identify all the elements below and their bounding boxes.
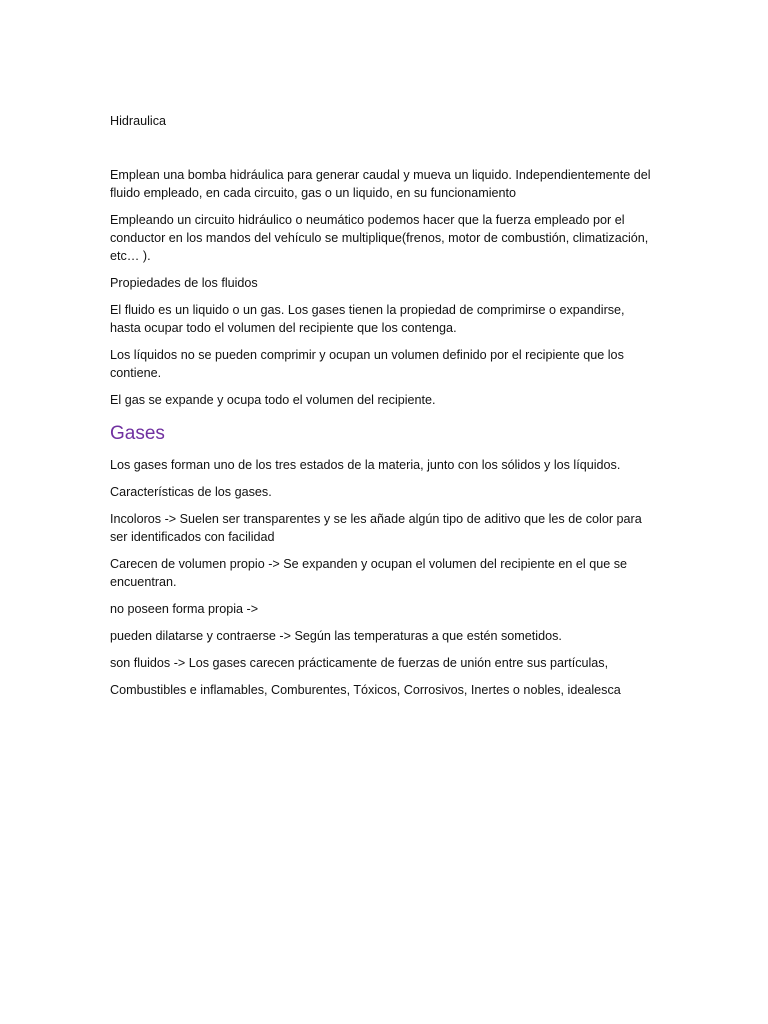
- document-title: Hidraulica: [110, 114, 166, 128]
- paragraph-estados-materia: Los gases forman uno de los tres estados de la materia, junto con los sólidos y los líquidos.: [110, 458, 621, 472]
- paragraph-forma-propia: no poseen forma propia ->: [110, 602, 259, 616]
- paragraph-caracteristicas: Características de los gases.: [110, 485, 272, 499]
- paragraph-dilatarse: pueden dilatarse y contraerse -> Según las temperaturas a que estén sometidos.: [110, 629, 562, 643]
- paragraph-tipos-gases: Combustibles e inflamables, Comburentes, Tóxicos, Corrosivos, Inertes o nobles, idealesca: [110, 683, 621, 697]
- paragraph-gas-expande: El gas se expande y ocupa todo el volumen del recipiente.: [110, 393, 436, 407]
- paragraph-son-fluidos: son fluidos -> Los gases carecen prácticamente de fuerzas de unión entre sus partículas,: [110, 656, 609, 670]
- paragraph-fluido-definicion: El fluido es un liquido o un gas. Los gases tienen la propiedad de comprimirse o expandirse, hasta ocupar todo el volumen del recipiente que los contenga.: [110, 303, 625, 335]
- paragraph-liquidos: Los líquidos no se pueden comprimir y ocupan un volumen definido por el recipiente que los contiene.: [110, 348, 624, 380]
- paragraph-circuito-hidraulico: Empleando un circuito hidráulico o neumático podemos hacer que la fuerza empleado por el conductor en los mandos del vehículo se multiplique(frenos, motor de combustión, climatización, etc… ).: [110, 213, 649, 263]
- paragraph-incoloros: Incoloros -> Suelen ser transparentes y se les añade algún tipo de aditivo que les de color para ser identificados con facilidad: [110, 512, 642, 544]
- paragraph-bomba-hidraulica: Emplean una bomba hidráulica para generar caudal y mueva un liquido. Independientemente del fluido empleado, en cada circuito, gas o un liquido, en su funcionamiento: [110, 168, 651, 200]
- paragraph-volumen-propio: Carecen de volumen propio -> Se expanden y ocupan el volumen del recipiente en el que se encuentran.: [110, 557, 628, 589]
- section-heading-gases: Gases: [110, 423, 165, 444]
- document-body: [110, 112, 658, 699]
- paragraph-propiedades-fluidos: Propiedades de los fluidos: [110, 276, 258, 290]
